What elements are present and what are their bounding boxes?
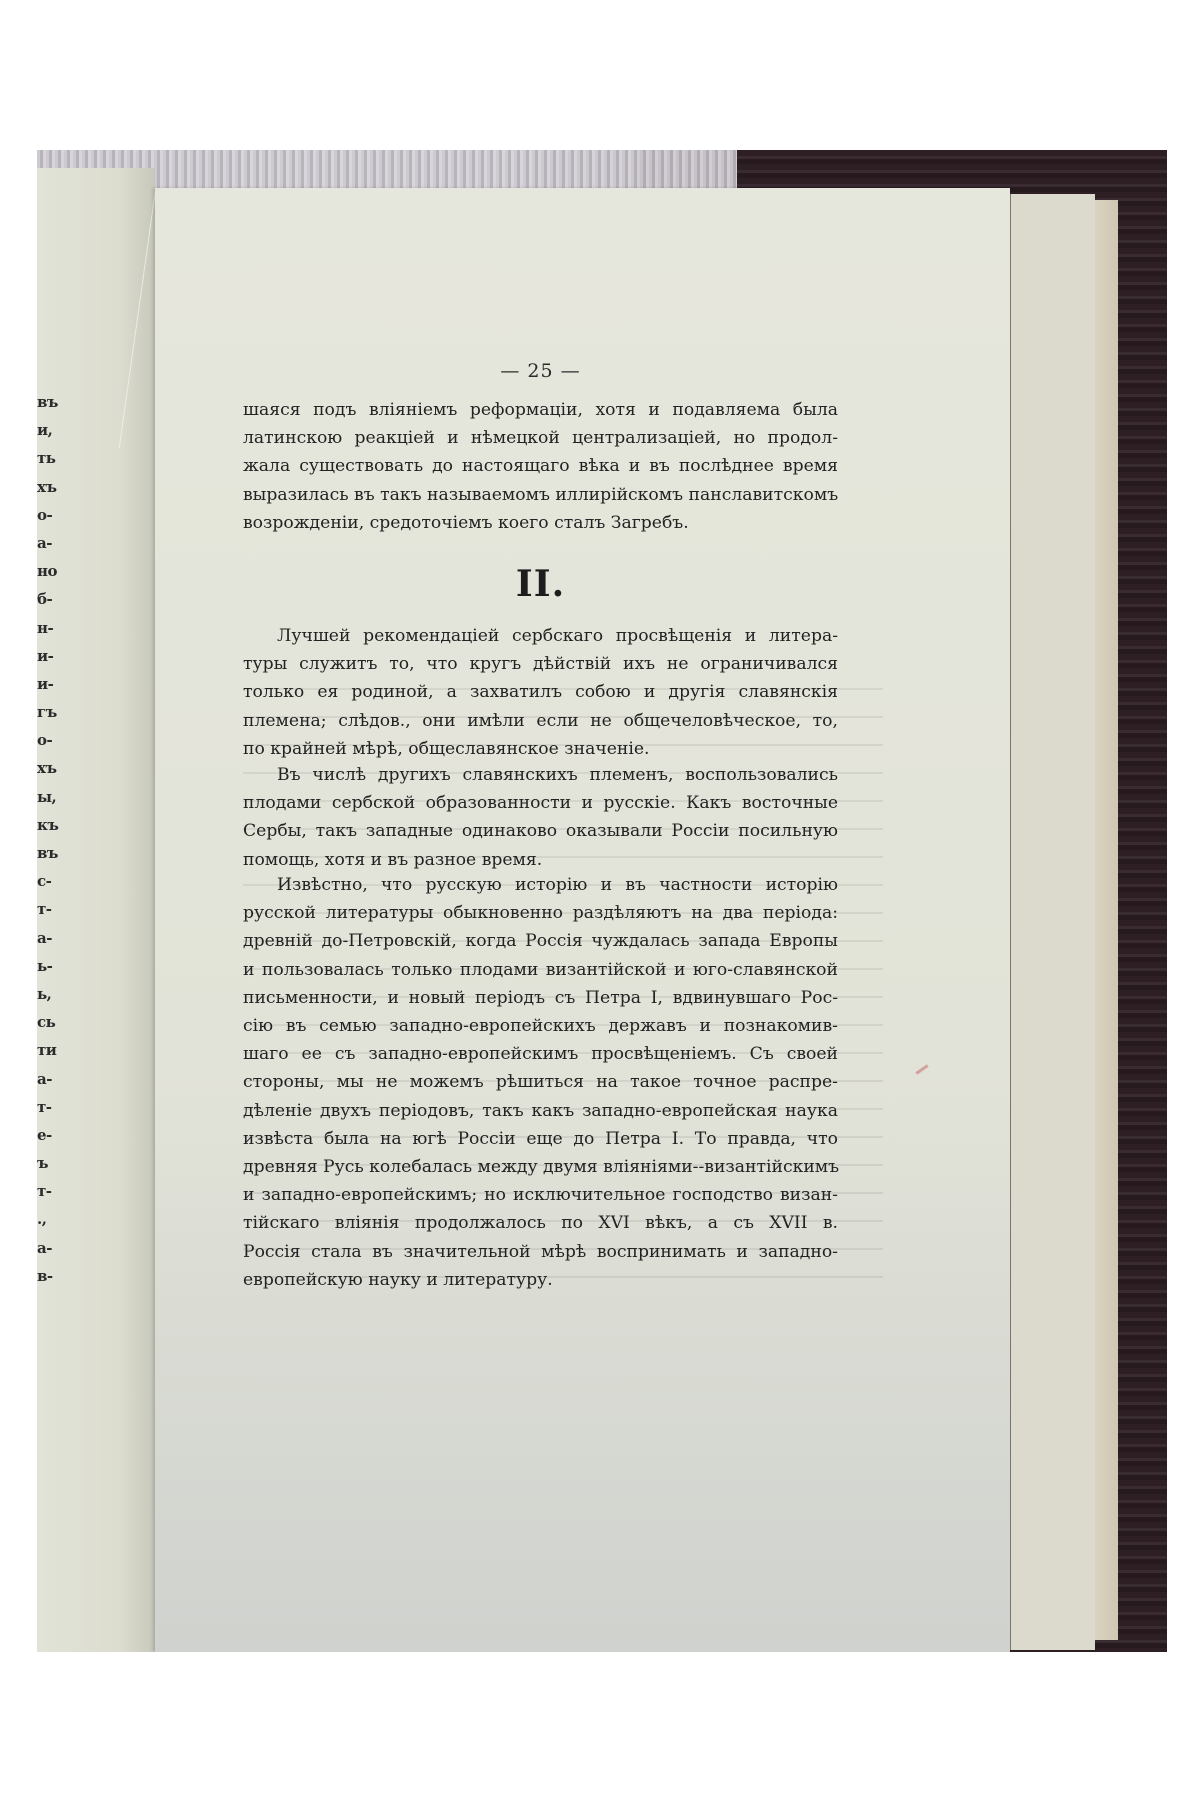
paragraph-3: Въ числѣ другихъ славянскихъ племенъ, воспользовались плодами сербской образованности и русскіе. Какъ восточные Сербы, такъ западные одинаково оказывали Россіи посильную помощь, хотя и въ разное время.	[243, 765, 838, 870]
paragraph-4: Извѣстно, что русскую исторію и въ частности исторію русской литературы обыкновенно раздѣляютъ на два періода: древній до-Петровскій, когда Россія чуждалась запада Европы и пользовалась только плодами византійской и юго-славянской письменности, и новый періодъ съ Петра I, вдвинувшаго Рос- сію въ семью западно-европейскихъ державъ и познакомив- шаго ее съ западно-европейскимъ просвѣщеніемъ. Съ своей стороны, мы не можемъ рѣшиться на такое точное распре- дѣленіе двухъ періодовъ, такъ какъ западно-европейская наука извѣста была на югѣ Россіи еще до Петра I. То правда, что древняя Русь колебалась между двумя вліяніями--византійскимъ и западно-европейскимъ; но исключительное господство визан- тійскаго вліянія продолжалось по XVI вѣкъ, а съ XVII в. Россія стала въ значительной мѣрѣ воспринимать и западно- европейскую науку и литературу.	[243, 875, 840, 1290]
paragraph-1: шаяся подъ вліяніемъ реформаціи, хотя и подавляема была латинскою реакціей и нѣмецкой централизаціей, но продол- жала существовать до настоящаго вѣка и въ послѣднее время выразилась въ такъ называемомъ иллирійскомъ панславитскомъ возрожденіи, средоточіемъ коего сталъ Загребъ.	[243, 400, 839, 533]
left-page-text-fragments: въ и, ть хъ о- а- но б- н- и- и- гъ о- хъ ы, къ въ с- т- а- ь- ь, сь ти а- т- е- ъ т- ., а- в-	[37, 393, 59, 1285]
pencil-mark	[915, 1064, 928, 1074]
right-page	[155, 188, 1010, 1652]
book-photo	[37, 150, 1167, 1652]
page-crease	[119, 188, 160, 448]
paragraph-2: Лучшей рекомендаціей сербскаго просвѣщенія и литера- туры служитъ то, что кругъ дѣйствій ихъ не ограничивался только ея родиной, а захватилъ собою и другія славянскія племена; слѣдов., они имѣли если не общечеловѣческое, то, по крайней мѣрѣ, общеславянское значеніе.	[243, 626, 838, 759]
page-number: — 25 —	[500, 360, 581, 382]
left-page	[37, 168, 155, 1652]
section-heading: II.	[515, 563, 566, 605]
page-edge-inner	[1010, 194, 1095, 1650]
